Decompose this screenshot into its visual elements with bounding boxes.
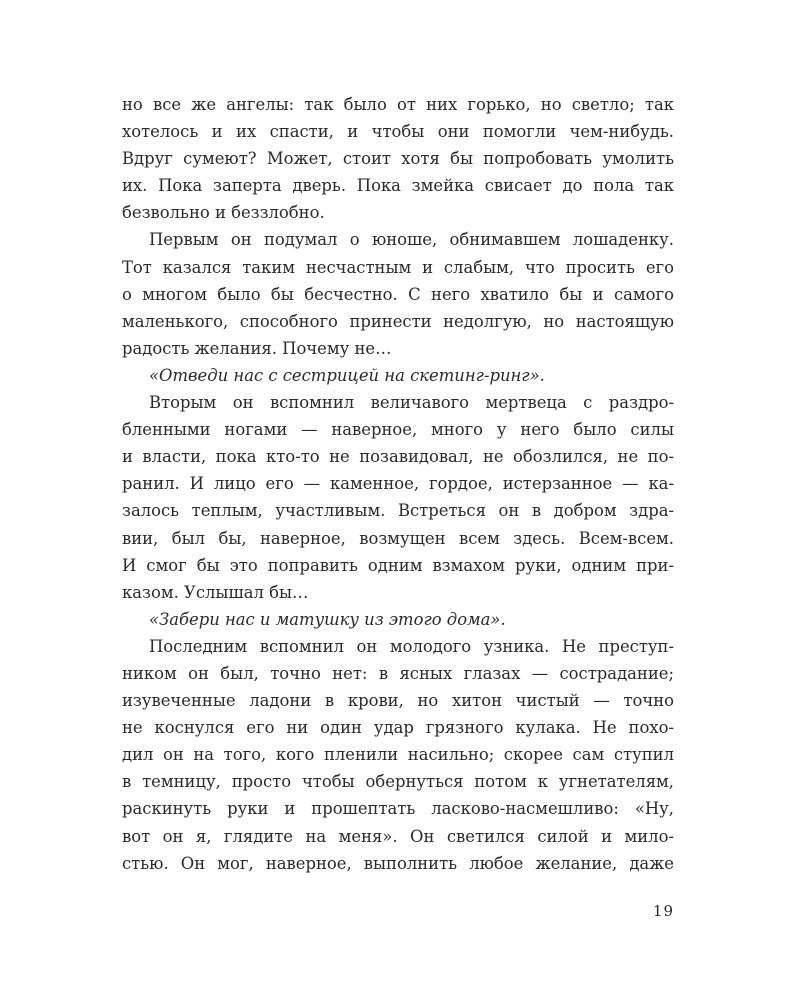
text-line: ранил. И лицо его — каменное, гордое, истерзанное — ка- xyxy=(122,474,674,494)
text-line: безвольно и беззлобно. xyxy=(122,203,325,223)
text-line: Вдруг сумеют? Может, стоит хотя бы попробовать умолить xyxy=(122,149,674,169)
text-line: вии, был бы, наверное, возмущен всем здесь. Всем-всем. xyxy=(122,528,674,548)
text-line: и власти, пока кто-то не позавидовал, не обозлился, не по- xyxy=(122,447,674,467)
text-line: залось теплым, участливым. Встреться он в добром здра- xyxy=(122,501,674,521)
text-line: изувеченные ладони в крови, но хитон чистый — точно xyxy=(122,691,674,711)
text-line: Вторым он вспомнил величавого мертвеца с раздро- xyxy=(149,393,674,413)
text-line: Последним вспомнил он молодого узника. Не преступ- xyxy=(149,636,674,656)
text-line: их. Пока заперта дверь. Пока змейка свисает до пола так xyxy=(122,176,674,196)
text-line: дил он на того, кого пленили насильно; скорее сам ступил xyxy=(122,745,674,765)
text-line: бленными ногами — наверное, много у него было силы xyxy=(122,420,674,440)
text-line: вот он я, глядите на меня». Он светился силой и мило- xyxy=(122,826,674,846)
page-number: 19 xyxy=(652,902,674,920)
text-line: хотелось и их спасти, и чтобы они помогли чем-нибудь. xyxy=(122,122,674,142)
text-line: радость желания. Почему не… xyxy=(122,338,392,358)
text-line: но все же ангелы: так было от них горько, но светло; так xyxy=(122,95,674,114)
text-line: о многом было бы бесчестно. С него хватило бы и самого xyxy=(122,284,674,304)
text-line: ником он был, точно нет: в ясных глазах — сострадание; xyxy=(122,663,674,683)
body-text xyxy=(122,91,674,877)
text-line: в темницу, просто чтобы обернуться потом к угнетателям, xyxy=(122,772,674,792)
text-line: маленького, способного принести недолгую, но настоящую xyxy=(122,311,674,331)
italic-quote: «Отведи нас с сестрицей на скетинг-ринг». xyxy=(149,365,545,385)
italic-quote: «Забери нас и матушку из этого дома». xyxy=(149,609,506,629)
text-line: Первым он подумал о юноше, обнимавшем лошаденку. xyxy=(149,230,674,250)
text-line: раскинуть руки и прошептать ласково-насмешливо: «Ну, xyxy=(122,799,674,819)
text-line: И смог бы это поправить одним взмахом руки, одним при- xyxy=(122,555,674,575)
text-line: Тот казался таким несчастным и слабым, что просить его xyxy=(122,257,674,277)
text-line: казом. Услышал бы… xyxy=(122,582,309,602)
text-line: стью. Он мог, наверное, выполнить любое желание, даже xyxy=(122,853,674,873)
text-line: не коснулся его ни один удар грязного кулака. Не похо- xyxy=(122,718,674,738)
